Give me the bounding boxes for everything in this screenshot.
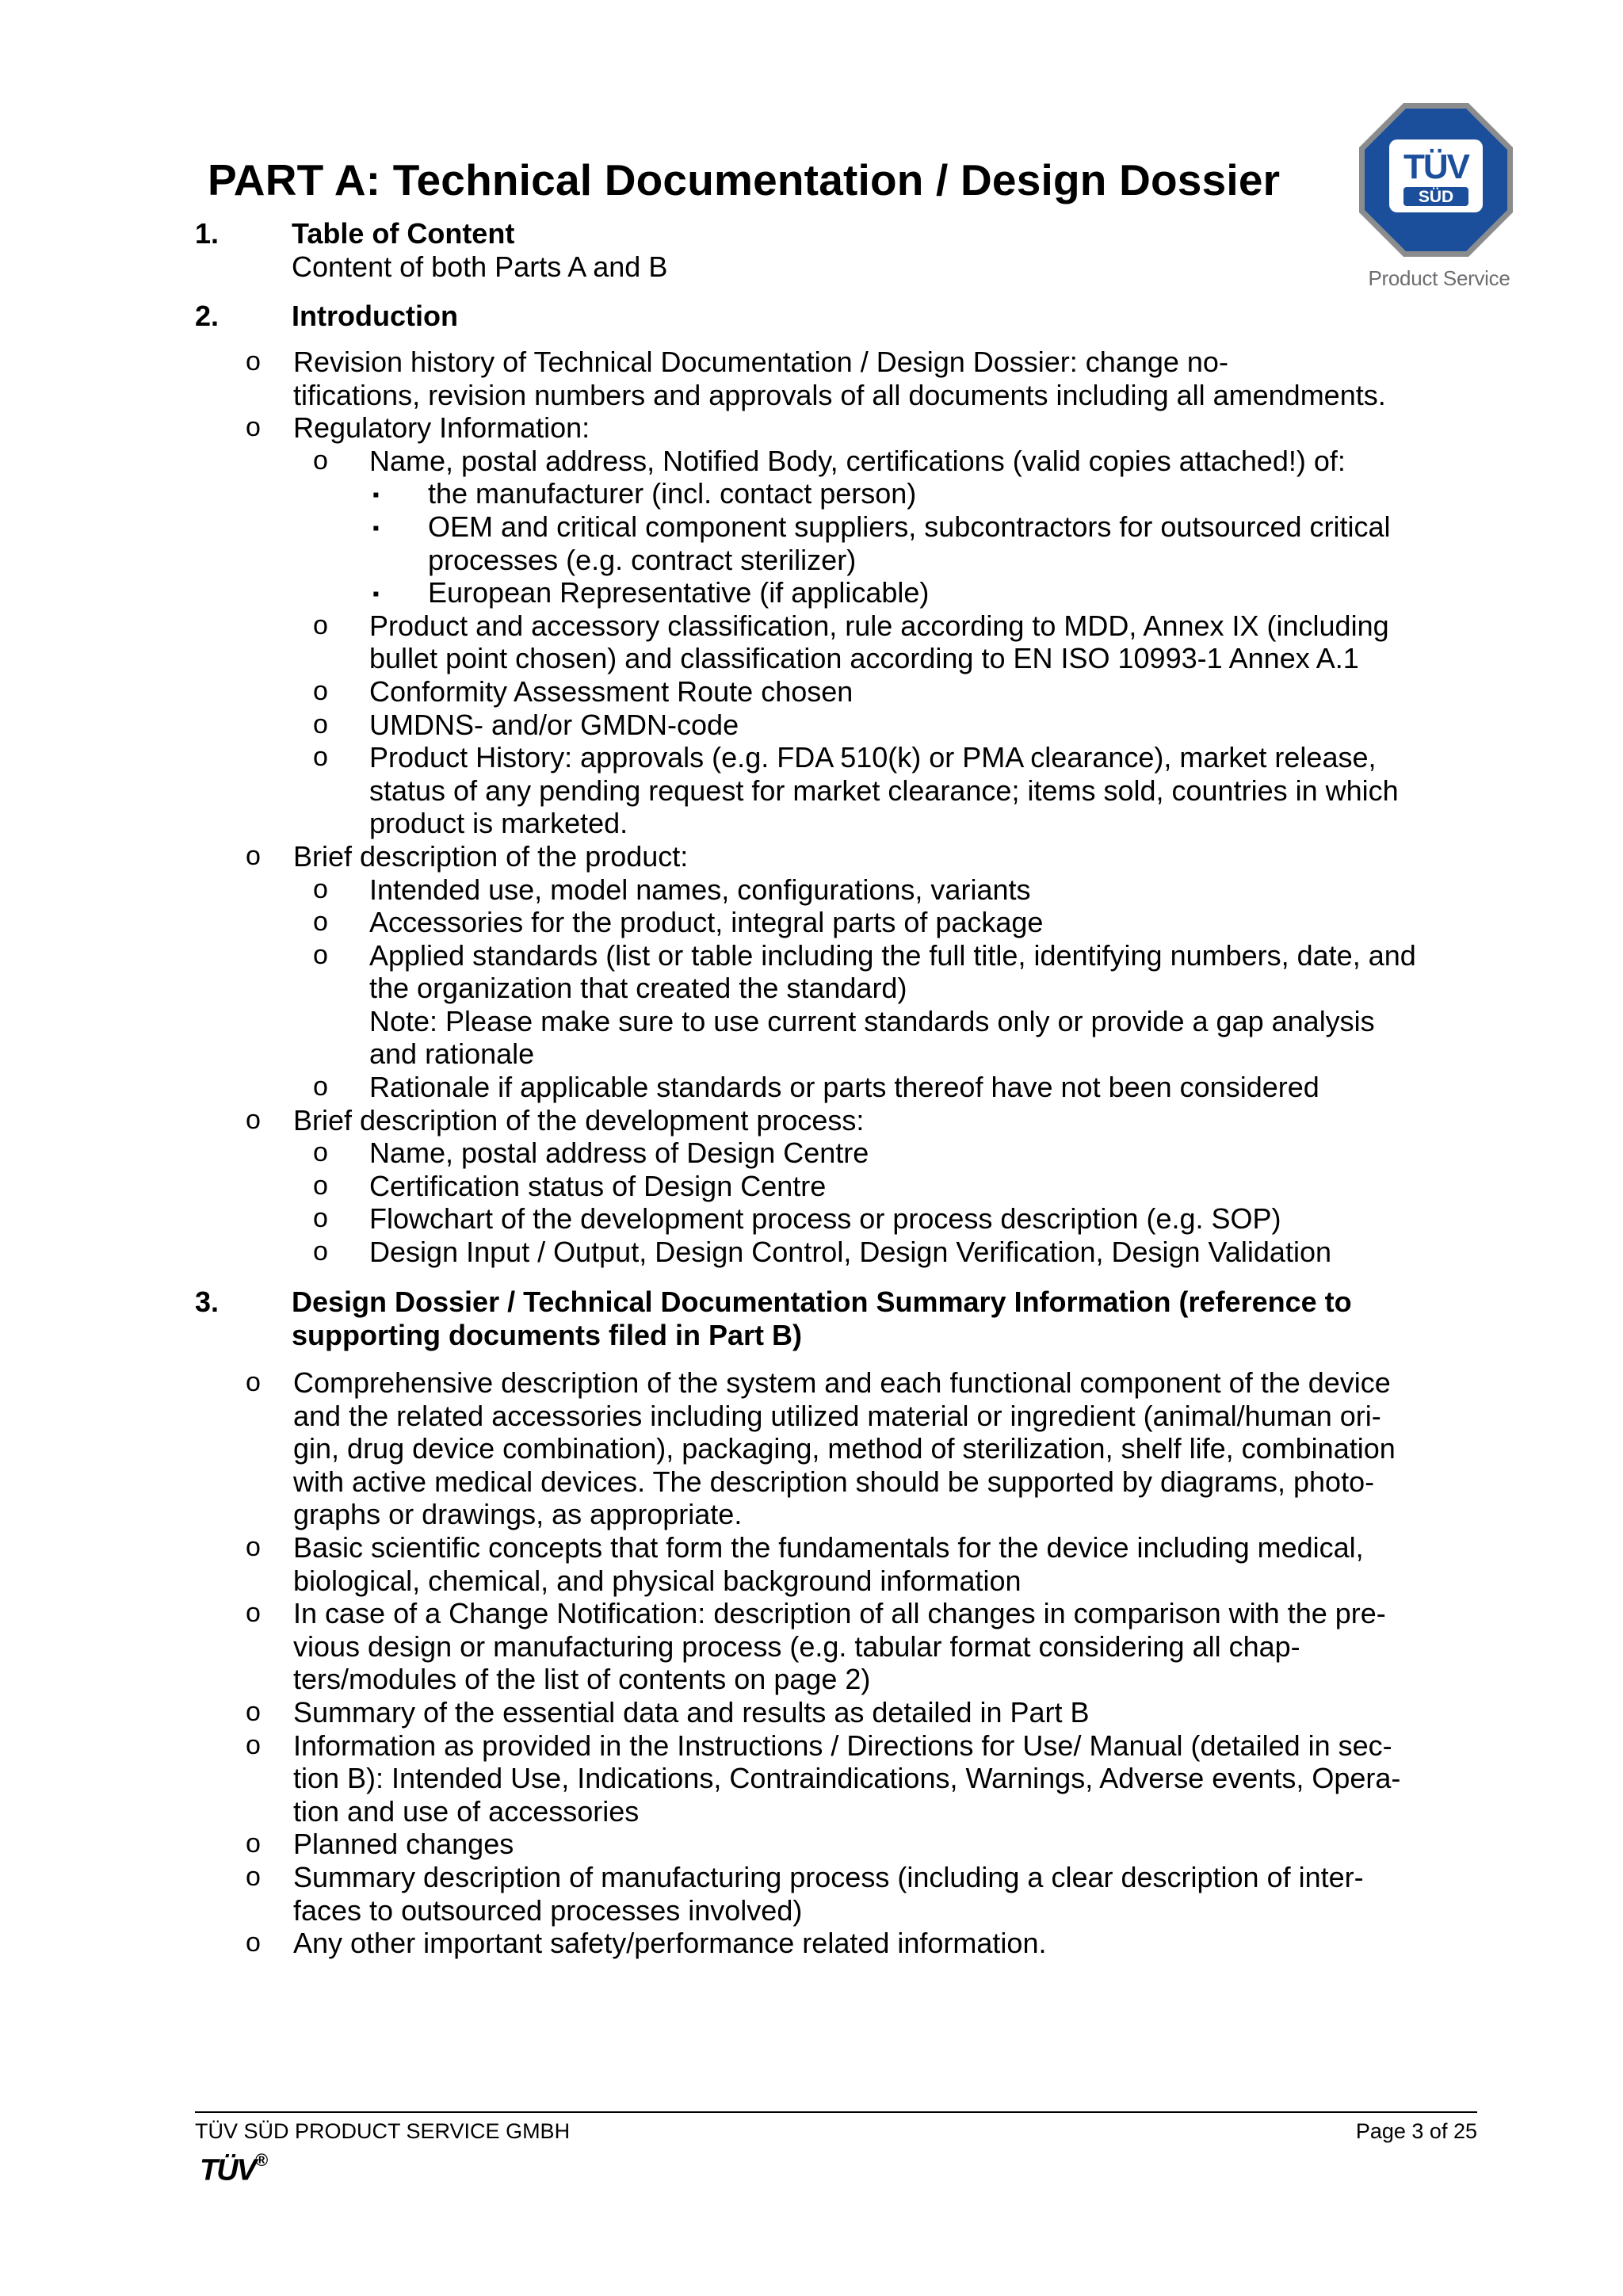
list-item-text: Summary description of manufacturing process (including a clear description of inter-	[293, 1860, 1364, 1893]
list-item-text: Comprehensive description of the system and each functional component of the device	[293, 1366, 1391, 1399]
list-item	[0, 1531, 1623, 1597]
list-item	[0, 609, 1623, 675]
circle-bullet-icon: o	[246, 346, 261, 376]
list-item	[0, 1729, 1623, 1828]
list-item	[0, 445, 1623, 478]
circle-bullet-icon: o	[313, 939, 328, 970]
list-item-text: vious design or manufacturing process (e.g. tabular format considering all chap-	[293, 1629, 1300, 1663]
list-item	[0, 1104, 1623, 1137]
list-item-text: processes (e.g. contract sterilizer)	[428, 543, 857, 576]
list-item-text: Note: Please make sure to use current standards only or provide a gap analysis	[369, 1004, 1375, 1037]
circle-bullet-icon: o	[313, 445, 328, 476]
list-item-text: faces to outsourced processes involved)	[293, 1893, 803, 1927]
circle-bullet-icon: o	[313, 709, 328, 739]
square-bullet-icon: ▪	[372, 583, 380, 606]
list-item	[0, 840, 1623, 873]
circle-bullet-icon: o	[246, 1104, 261, 1135]
square-bullet-icon: ▪	[372, 517, 380, 539]
circle-bullet-icon: o	[246, 840, 261, 871]
list-item-text: Product History: approvals (e.g. FDA 510(k) or PMA clearance), market release,	[369, 741, 1377, 774]
list-item-text: Brief description of the development process:	[293, 1103, 865, 1137]
summary-list	[0, 1366, 1623, 1960]
list-item-text: European Representative (if applicable)	[428, 576, 930, 609]
list-item	[0, 1170, 1623, 1203]
list-item-text: Conformity Assessment Route chosen	[369, 674, 854, 708]
list-item-text: Flowchart of the development process or process description (e.g. SOP)	[369, 1202, 1281, 1236]
circle-bullet-icon: o	[313, 907, 328, 938]
list-item	[0, 906, 1623, 939]
section-3-heading	[292, 1286, 1352, 1352]
list-item-text: Design Input / Output, Design Control, Design Verification, Design Validation	[369, 1236, 1331, 1269]
circle-bullet-icon: o	[246, 412, 261, 443]
list-item	[0, 411, 1623, 445]
footer-tuv-logo	[200, 2146, 268, 2188]
section-3-number: 3.	[195, 1286, 220, 1318]
list-item	[0, 1236, 1623, 1269]
list-item	[0, 1597, 1623, 1696]
list-item-text: Accessories for the product, integral parts of package	[369, 906, 1044, 939]
circle-bullet-icon: o	[313, 1170, 328, 1201]
circle-bullet-icon: o	[246, 1531, 261, 1562]
list-item-text: gin, drug device combination), packaging, method of sterilization, shelf life, combination	[293, 1432, 1396, 1465]
circle-bullet-icon: o	[313, 1203, 328, 1234]
list-item	[0, 1696, 1623, 1729]
list-item	[0, 675, 1623, 709]
list-item-text: the organization that created the standard)	[369, 972, 907, 1005]
circle-bullet-icon: o	[246, 1696, 261, 1727]
list-item-text: graphs or drawings, as appropriate.	[293, 1498, 743, 1531]
list-item	[0, 1861, 1623, 1927]
list-item-text: product is marketed.	[369, 807, 628, 840]
list-item-text: ters/modules of the list of contents on page 2)	[293, 1663, 871, 1696]
list-item-text: Certification status of Design Centre	[369, 1169, 827, 1202]
registered-mark: ®	[255, 2150, 269, 2170]
circle-bullet-icon: o	[313, 609, 328, 640]
list-item-text: UMDNS- and/or GMDN-code	[369, 708, 739, 741]
list-item-text: Applied standards (list or table including the full title, identifying numbers, date, and	[369, 938, 1416, 972]
list-item	[0, 510, 1623, 576]
list-item-text: Planned changes	[293, 1828, 514, 1861]
circle-bullet-icon: o	[246, 1861, 261, 1892]
circle-bullet-icon: o	[313, 1236, 328, 1267]
section-2-number: 2.	[195, 300, 220, 332]
list-item	[0, 1137, 1623, 1170]
logo-subtext: SÜD	[1418, 188, 1454, 206]
circle-bullet-icon: o	[246, 1828, 261, 1859]
list-item	[0, 1366, 1623, 1531]
list-item-text: Basic scientific concepts that form the fundamentals for the device including medical,	[293, 1530, 1364, 1564]
list-item-text: tifications, revision numbers and approvals of all documents including all amendments.	[293, 378, 1386, 411]
list-item-text: status of any pending request for market clearance; items sold, countries in which	[369, 774, 1399, 807]
circle-bullet-icon: o	[246, 1927, 261, 1958]
logo-caption: Product Service	[1368, 266, 1510, 290]
list-item-text: OEM and critical component suppliers, subcontractors for outsourced critical	[428, 510, 1391, 543]
section-3-heading-line: Design Dossier / Technical Documentation Summary Information (reference to	[292, 1286, 1352, 1318]
list-item	[0, 1927, 1623, 1960]
list-item-text: tion and use of accessories	[293, 1794, 640, 1828]
list-item	[0, 1202, 1623, 1236]
section-1-number: 1.	[195, 217, 220, 250]
list-item-text: Name, postal address, Notified Body, certifications (valid copies attached!) of:	[369, 444, 1346, 477]
list-item-text: Revision history of Technical Documentation / Design Dossier: change no-	[293, 346, 1228, 378]
list-item	[0, 576, 1623, 609]
list-item	[0, 939, 1623, 1071]
list-item	[0, 477, 1623, 510]
page-title: PART A: Technical Documentation / Design Dossier	[208, 155, 1281, 204]
list-item-text: Regulatory Information:	[293, 411, 590, 445]
circle-bullet-icon: o	[246, 1367, 261, 1397]
section-2-heading: Introduction	[292, 300, 458, 332]
circle-bullet-icon: o	[313, 742, 328, 773]
list-item	[0, 741, 1623, 840]
list-item-text: Summary of the essential data and results as detailed in Part B	[293, 1695, 1090, 1729]
footer-page-number: Page 3 of 25	[1355, 2119, 1477, 2143]
footer-divider	[195, 2111, 1477, 2113]
list-item-text: Information as provided in the Instructions / Directions for Use/ Manual (detailed in sec-	[293, 1729, 1392, 1762]
list-item-text: and rationale	[369, 1037, 535, 1071]
list-item-text: tion B): Intended Use, Indications, Contraindications, Warnings, Adverse events, Opera-	[293, 1762, 1401, 1795]
list-item	[0, 346, 1623, 411]
list-item-text: bullet point chosen) and classification according to EN ISO 10993-1 Annex A.1	[369, 642, 1359, 675]
circle-bullet-icon: o	[313, 873, 328, 904]
list-item-text: biological, chemical, and physical background information	[293, 1564, 1022, 1597]
list-item-text: with active medical devices. The description should be supported by diagrams, photo-	[293, 1465, 1375, 1498]
section-1-subtitle: Content of both Parts A and B	[292, 250, 668, 283]
circle-bullet-icon: o	[313, 1072, 328, 1102]
list-item-text: Intended use, model names, configurations, variants	[369, 873, 1031, 906]
footer-company: TÜV SÜD PRODUCT SERVICE GMBH	[195, 2119, 571, 2143]
list-item-text: the manufacturer (incl. contact person)	[428, 477, 917, 510]
list-item-text: Product and accessory classification, rule according to MDD, Annex IX (including	[369, 609, 1389, 642]
tuv-sud-logo	[1358, 101, 1514, 258]
circle-bullet-icon: o	[246, 1598, 261, 1629]
list-item	[0, 1071, 1623, 1104]
list-item-text: Brief description of the product:	[293, 839, 689, 873]
logo-text: TÜV	[1403, 147, 1468, 186]
list-item-text: Any other important safety/performance related information.	[293, 1927, 1047, 1960]
circle-bullet-icon: o	[313, 1137, 328, 1168]
list-item-text: Name, postal address of Design Centre	[369, 1137, 869, 1170]
introduction-list	[0, 346, 1623, 1269]
circle-bullet-icon: o	[246, 1729, 261, 1760]
list-item-text: In case of a Change Notification: description of all changes in comparison with the pre-	[293, 1597, 1386, 1630]
section-1-heading: Table of Content	[292, 217, 515, 250]
circle-bullet-icon: o	[313, 675, 328, 706]
list-item	[0, 1828, 1623, 1861]
list-item	[0, 873, 1623, 907]
list-item-text: Rationale if applicable standards or parts thereof have not been considered	[369, 1071, 1319, 1104]
list-item-text: and the related accessories including utilized material or ingredient (animal/human ori-	[293, 1399, 1381, 1432]
square-bullet-icon: ▪	[372, 484, 380, 506]
list-item	[0, 709, 1623, 742]
footer-logo-text: TÜV	[200, 2153, 255, 2187]
section-3-heading-line: supporting documents filed in Part B)	[292, 1319, 803, 1351]
